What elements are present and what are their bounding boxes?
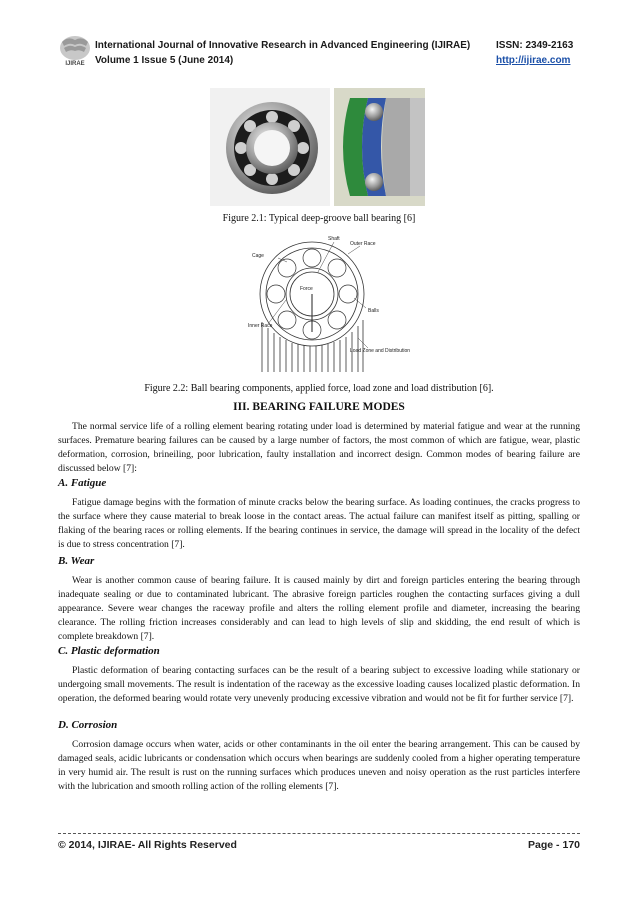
subsection-text: Wear is another common cause of bearing failure. It is caused mainly by dirt and foreign particles entering the bearing through inadequate sealing or due to contaminated lubricant. The abrasive foreign particles roughen the contacting surfaces giving a dull appearance. Severe wear changes the raceway profile and alters the rolling element profile and diameter, increasing the bearing clearance. The rolling friction increases considerably and can lead to high levels of slip and skidding, the end result of which is complete breakdown [7].: [58, 575, 580, 642]
page-number: Page - 170: [528, 839, 580, 851]
figure-ball-bearing-photos: [210, 88, 425, 206]
footer-divider: [58, 833, 580, 834]
svg-text:Cage: Cage: [252, 253, 264, 259]
svg-text:IJIRAE: IJIRAE: [65, 61, 85, 67]
journal-logo-icon: [58, 34, 92, 68]
subsection-title: C. Plastic deformation: [58, 645, 160, 657]
svg-text:Shaft: Shaft: [328, 236, 340, 242]
journal-link[interactable]: http://ijirae.com: [496, 55, 571, 66]
subsection-title: A. Fatigue: [58, 477, 107, 489]
subsection-text: Plastic deformation of bearing contacting surfaces can be the result of a bearing subject to excessive loading while stationary or undergoing small movements. The result is indentation of the raceway as the excessive loading causes localized plastic deformation. In operation, the deformed bearing would rotate very unevenly producing excessive vibration and would not be fit for further service [7].: [58, 665, 580, 704]
svg-text:Balls: Balls: [368, 308, 379, 314]
subsection-title: D. Corrosion: [58, 719, 118, 731]
svg-text:Force: Force: [300, 286, 313, 292]
figure-bearing-components-diagram: [248, 232, 426, 380]
figure-1-caption: Figure 2.1: Typical deep-groove ball bearing [6]: [222, 213, 416, 224]
volume-info: Volume 1 Issue 5 (June 2014): [95, 55, 234, 66]
subsection-text: Fatigue damage begins with the formation of minute cracks below the bearing surface. As loading continues, the cracks progress to the surface where they cause material to break loose in the contact areas. The actual failure can manifest itself as pitting, spalling or flaking of the bearing races or rolling elements. If the bearing continues in service, the damage will spread in the locality of the defect is due to stress concentration [7].: [58, 497, 580, 550]
journal-title: International Journal of Innovative Research in Advanced Engineering (IJIRAE): [95, 40, 471, 51]
svg-text:Load Zone and Distribution: Load Zone and Distribution: [350, 348, 411, 354]
copyright: © 2014, IJIRAE- All Rights Reserved: [58, 839, 237, 851]
page-footer: [58, 839, 580, 851]
svg-text:Outer Race: Outer Race: [350, 241, 376, 247]
section-heading: III. BEARING FAILURE MODES: [233, 401, 405, 413]
subsection-title: B. Wear: [58, 555, 95, 567]
svg-text:Inner Race: Inner Race: [248, 323, 273, 329]
section-intro: The normal service life of a rolling element bearing rotating under load is determined by material fatigue and wear at the running surfaces. Premature bearing failures can be caused by a large number of factors, the most common of which are fatigue, wear, plastic deformation, corrosion, brineiling, poor lubrication, faulty installation and incorrect design. Common modes of bearing failure are discussed below [7]:: [58, 421, 580, 474]
subsection-text: Corrosion damage occurs when water, acids or other contaminants in the oil enter the bearing arrangement. This can be caused by damaged seals, acidic lubricants or condensation which occurs when bearings are suddenly cooled from a higher operating temperature in very humid air. The result is rust on the running surfaces which produces uneven and noisy operation as the rust particles interfere with the lubrication and smooth rolling action of the rolling elements [7].: [58, 739, 580, 792]
figure-2-caption: Figure 2.2: Ball bearing components, applied force, load zone and load distribution [6].: [144, 383, 494, 394]
issn: ISSN: 2349-2163: [496, 40, 574, 51]
